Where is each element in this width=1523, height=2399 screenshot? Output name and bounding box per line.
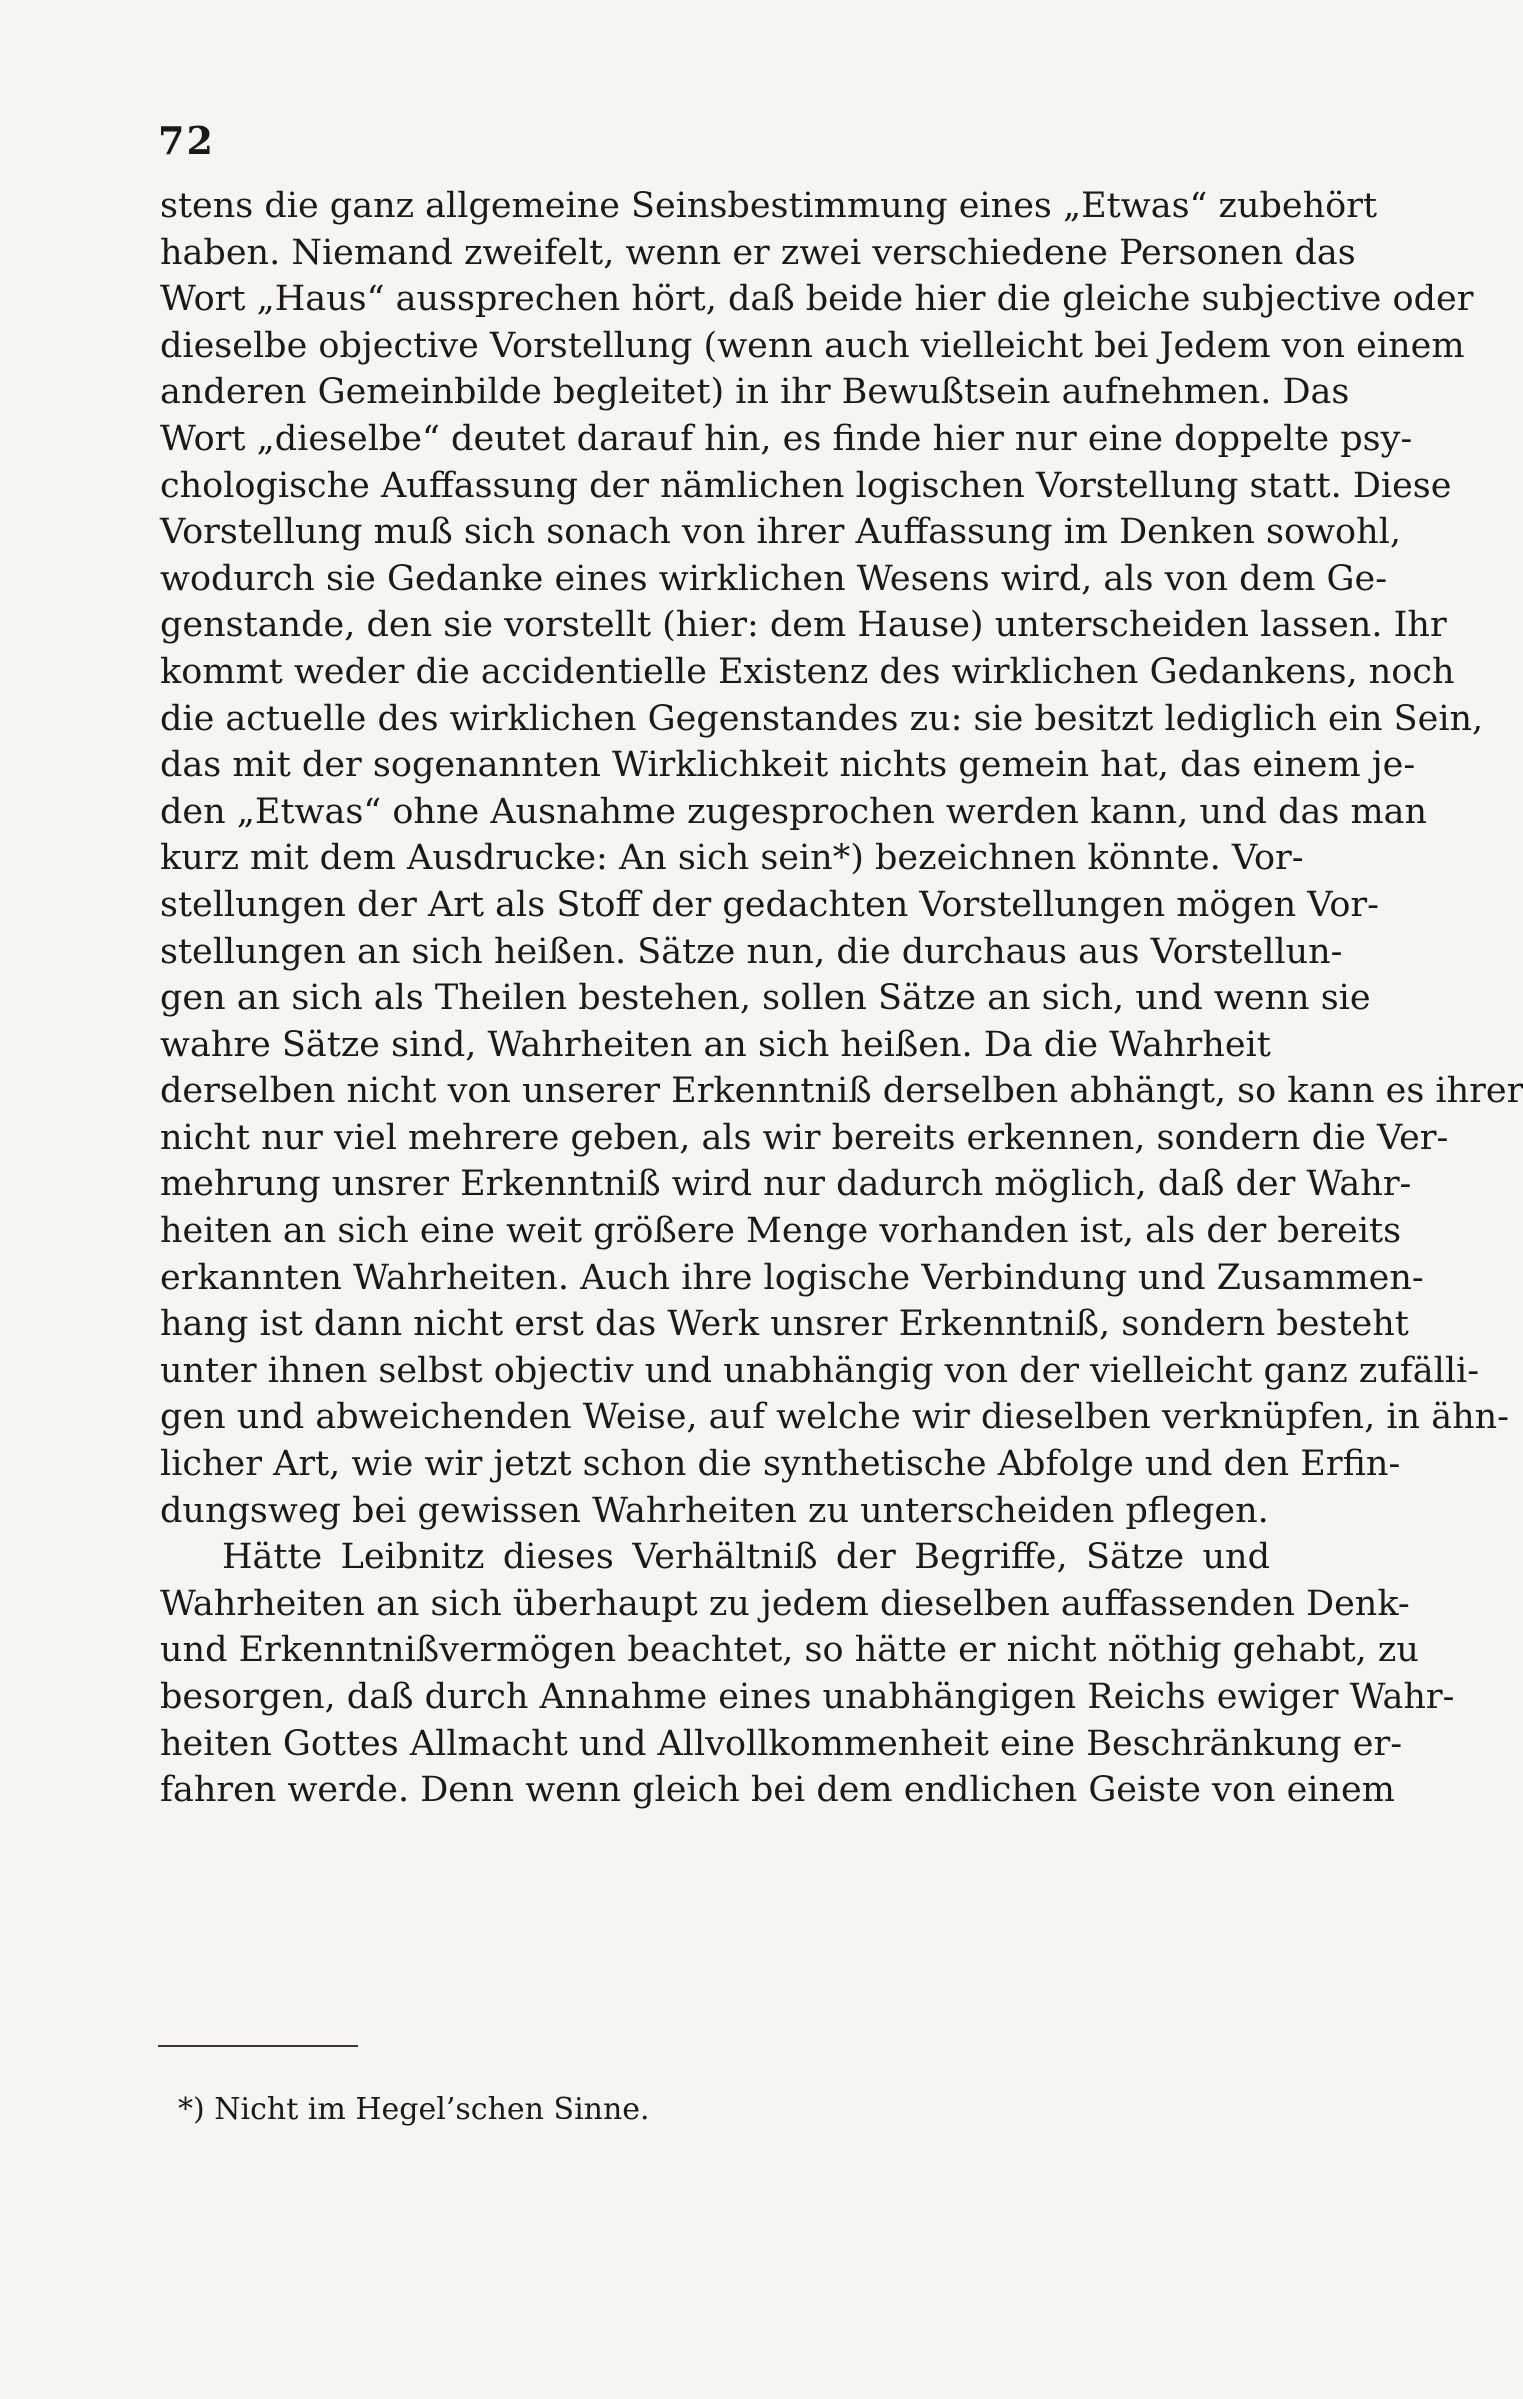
text-line: Wahrheiten an sich überhaupt zu jedem dieselben auffassenden Denk- (160, 1583, 1410, 1624)
text-line: kurz mit dem Ausdrucke: An sich sein*) bezeichnen könnte. Vor- (160, 838, 1304, 879)
text-line: besorgen, daß durch Annahme eines unabhängigen Reichs ewiger Wahr- (160, 1677, 1455, 1717)
text-line: gen und abweichenden Weise, auf welche wir dieselben verknüpfen, in ähn- (160, 1397, 1509, 1438)
text-line: chologische Auffassung der nämlichen logischen Vorstellung statt. Diese (160, 465, 1452, 506)
text-line: heiten Gottes Allmacht und Allvollkommenheit eine Beschränkung er- (160, 1723, 1403, 1764)
text-line: stellungen der Art als Stoff der gedachten Vorstellungen mögen Vor- (160, 884, 1379, 925)
paragraph-end-line: dungsweg bei gewissen Wahrheiten zu unterscheiden pflegen. (160, 1490, 1269, 1531)
text-line: derselben nicht von unserer Erkenntniß derselben abhängt, so kann es ihrer (160, 1071, 1523, 1112)
text-line: wahre Sätze sind, Wahrheiten an sich heißen. Da die Wahrheit (160, 1024, 1271, 1065)
text-line: mehrung unsrer Erkenntniß wird nur dadurch möglich, daß der Wahr- (160, 1164, 1412, 1205)
text-line: die actuelle des wirklichen Gegenstandes zu: sie besitzt lediglich ein Sein, (160, 698, 1484, 739)
text-line: haben. Niemand zweifelt, wenn er zwei verschiedene Personen das (160, 232, 1356, 273)
text-line: Vorstellung muß sich sonach von ihrer Auffassung im Denken sowohl, (160, 512, 1401, 553)
text-line: erkannten Wahrheiten. Auch ihre logische Verbindung und Zusammen- (160, 1257, 1424, 1298)
text-line: licher Art, wie wir jetzt schon die synthetische Abfolge und den Erfin- (160, 1444, 1401, 1485)
footnote-divider (158, 2045, 358, 2047)
text-line: Wort „dieselbe“ deutet darauf hin, es finde hier nur eine doppelte psy- (160, 418, 1413, 459)
text-line: dieselbe objective Vorstellung (wenn auch vielleicht bei Jedem von einem (160, 325, 1465, 366)
text-line: heiten an sich eine weit größere Menge vorhanden ist, als der bereits (160, 1211, 1402, 1252)
footnote: *) Nicht im Hegel’schen Sinne. (178, 2092, 650, 2127)
text-line: anderen Gemeinbilde begleitet) in ihr Bewußtsein aufnehmen. Das (160, 372, 1350, 413)
text-line: kommt weder die accidentielle Existenz des wirklichen Gedankens, noch (160, 651, 1455, 692)
text-line: stens die ganz allgemeine Seinsbestimmung eines „Etwas“ zubehört (160, 186, 1378, 226)
body-text (160, 183, 1523, 1814)
text-line: den „Etwas“ ohne Ausnahme zugesprochen werden kann, und das man (160, 791, 1428, 832)
text-line: nicht nur viel mehrere geben, als wir bereits erkennen, sondern die Ver- (160, 1117, 1449, 1158)
text-line: und Erkenntnißvermögen beachtet, so hätte er nicht nöthig gehabt, zu (160, 1630, 1419, 1671)
text-line: gen an sich als Theilen bestehen, sollen Sätze an sich, und wenn sie (160, 978, 1371, 1019)
text-line: unter ihnen selbst objectiv und unabhängig von der vielleicht ganz zufälli- (160, 1350, 1480, 1391)
text-line: wodurch sie Gedanke eines wirklichen Wesens wird, als von dem Ge- (160, 558, 1388, 599)
page-number: 72 (158, 118, 215, 163)
text-line: fahren werde. Denn wenn gleich bei dem endlichen Geiste von einem (160, 1770, 1395, 1811)
text-line: stellungen an sich heißen. Sätze nun, die durchaus aus Vorstellun- (160, 931, 1343, 972)
text-line: genstande, den sie vorstellt (hier: dem Hause) unterscheiden lassen. Ihr (160, 605, 1447, 646)
text-line: Wort „Haus“ aussprechen hört, daß beide hier die gleiche subjective oder (160, 279, 1474, 320)
text-line: das mit der sogenannten Wirklichkeit nichts gemein hat, das einem je- (160, 745, 1416, 786)
paragraph-start-line: Hätte Leibnitz dieses Verhältniß der Begriffe, Sätze und (222, 1537, 1270, 1578)
text-line: hang ist dann nicht erst das Werk unsrer Erkenntniß, sondern besteht (160, 1304, 1409, 1345)
